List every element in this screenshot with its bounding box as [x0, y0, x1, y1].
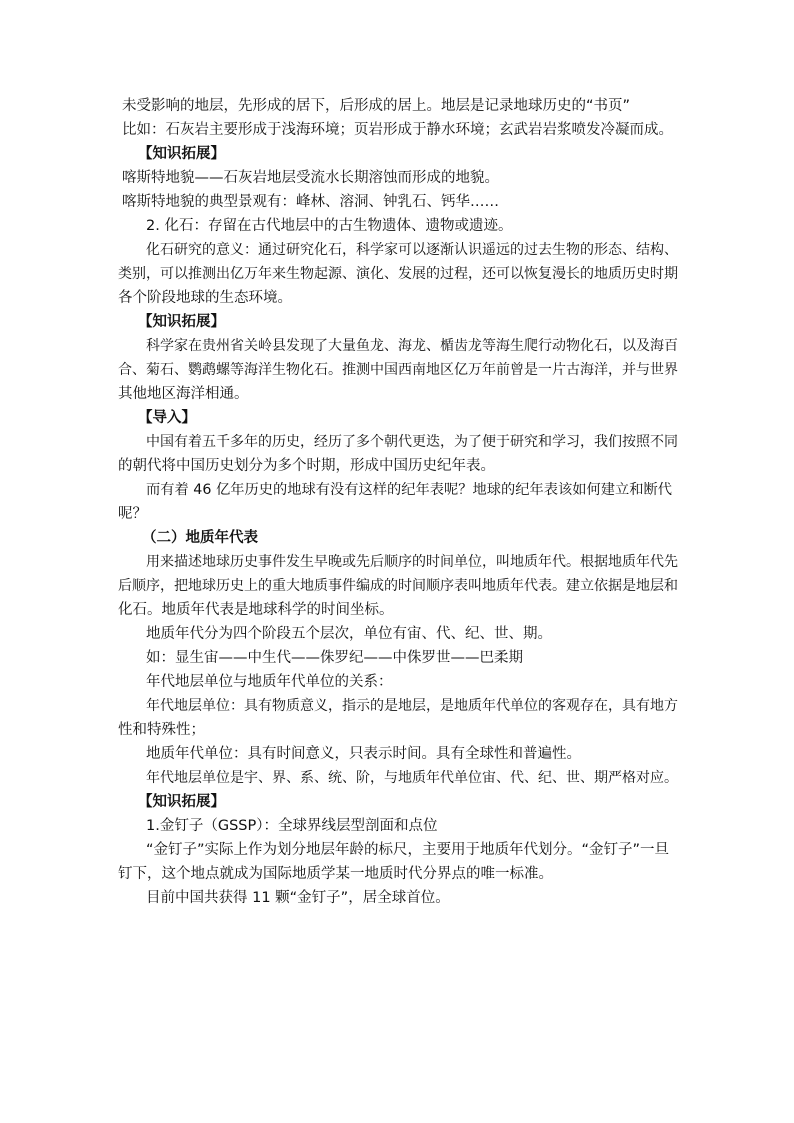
- paragraph-line: 目前中国共获得 11 颗“金钉子”，居全球首位。: [146, 890, 450, 906]
- paragraph-line: 类别，可以推测出亿万年来生物起源、演化、发展的过程，还可以恢复漫长的地质历史时期: [118, 266, 678, 282]
- paragraph-line: 中国有着五千多年的历史，经历了多个朝代更迭，为了便于研究和学习，我们按照不同: [146, 434, 678, 450]
- paragraph-line: 地质年代分为四个阶段五个层次，单位有宙、代、纪、世、期。: [146, 626, 552, 642]
- paragraph-line: 未受影响的地层，先形成的居下，后形成的居上。地层是记录地球历史的“书页”: [122, 98, 631, 114]
- paragraph-line: 科学家在贵州省关岭县发现了大量鱼龙、海龙、楯齿龙等海生爬行动物化石，以及海百: [146, 338, 678, 354]
- paragraph-line: 如：显生宙——中生代——侏罗纪——中侏罗世——巴柔期: [146, 650, 523, 666]
- paragraph-line: 而有着 46 亿年历史的地球有没有这样的纪年表呢？地球的纪年表该如何建立和断代: [146, 482, 672, 498]
- paragraph-line: 性和特殊性；: [118, 722, 205, 738]
- paragraph-line: 2. 化石：存留在古代地层中的古生物遗体、遗物或遗迹。: [146, 218, 513, 234]
- paragraph-line: 化石研究的意义：通过研究化石，科学家可以逐渐认识遥远的过去生物的形态、结构、: [146, 242, 678, 258]
- paragraph-line: 呢？: [118, 506, 147, 522]
- paragraph-line: 化石。地质年代表是地球科学的时间坐标。: [118, 602, 394, 618]
- paragraph-line: 喀斯特地貌的典型景观有：峰林、溶洞、钟乳石、钙华……: [122, 194, 499, 210]
- section-heading: （二）地质年代表: [142, 530, 258, 546]
- paragraph-line: 钉下，这个地点就成为国际地质学某一地质时代分界点的唯一标准。: [118, 866, 553, 882]
- paragraph-line: 合、菊石、鹦鹉螺等海洋生物化石。推测中国西南地区亿万年前曾是一片古海洋，并与世界: [118, 362, 678, 378]
- paragraph-line: 比如：石灰岩主要形成于浅海环境；页岩形成于静水环境；玄武岩岩浆喷发冷凝而成。: [122, 122, 673, 138]
- paragraph-line: 其他地区海洋相通。: [118, 386, 249, 402]
- paragraph-line: 年代地层单位是宇、界、系、统、阶，与地质年代单位宙、代、纪、世、期严格对应。: [146, 770, 678, 786]
- paragraph-line: 年代地层单位与地质年代单位的关系：: [146, 674, 393, 690]
- document-page: [118, 94, 678, 910]
- paragraph-line: 各个阶段地球的生态环境。: [118, 290, 292, 306]
- paragraph-line: 1.金钉子（GSSP）：全球界线层型剖面和点位: [146, 818, 438, 834]
- paragraph-line: “金钉子”实际上作为划分地层年龄的标尺，主要用于地质年代划分。“金钉子”一旦: [146, 842, 670, 858]
- paragraph-line: 喀斯特地貌——石灰岩地层受流水长期溶蚀而形成的地貌。: [122, 170, 499, 186]
- paragraph-line: 年代地层单位：具有物质意义，指示的是地层，是地质年代单位的客观存在，具有地方: [146, 698, 678, 714]
- paragraph-line: 的朝代将中国历史划分为多个时期，形成中国历史纪年表。: [118, 458, 495, 474]
- paragraph-line: 用来描述地球历史事件发生早晚或先后顺序的时间单位，叫地质年代。根据地质年代先: [146, 554, 678, 570]
- section-heading: 【导入】: [138, 410, 196, 426]
- paragraph-line: 后顺序，把地球历史上的重大地质事件编成的时间顺序表叫地质年代表。建立依据是地层和: [118, 578, 678, 594]
- section-heading: 【知识拓展】: [138, 794, 225, 810]
- paragraph-line: 地质年代单位：具有时间意义，只表示时间。具有全球性和普遍性。: [146, 746, 581, 762]
- section-heading: 【知识拓展】: [138, 314, 225, 330]
- section-heading: 【知识拓展】: [138, 146, 225, 162]
